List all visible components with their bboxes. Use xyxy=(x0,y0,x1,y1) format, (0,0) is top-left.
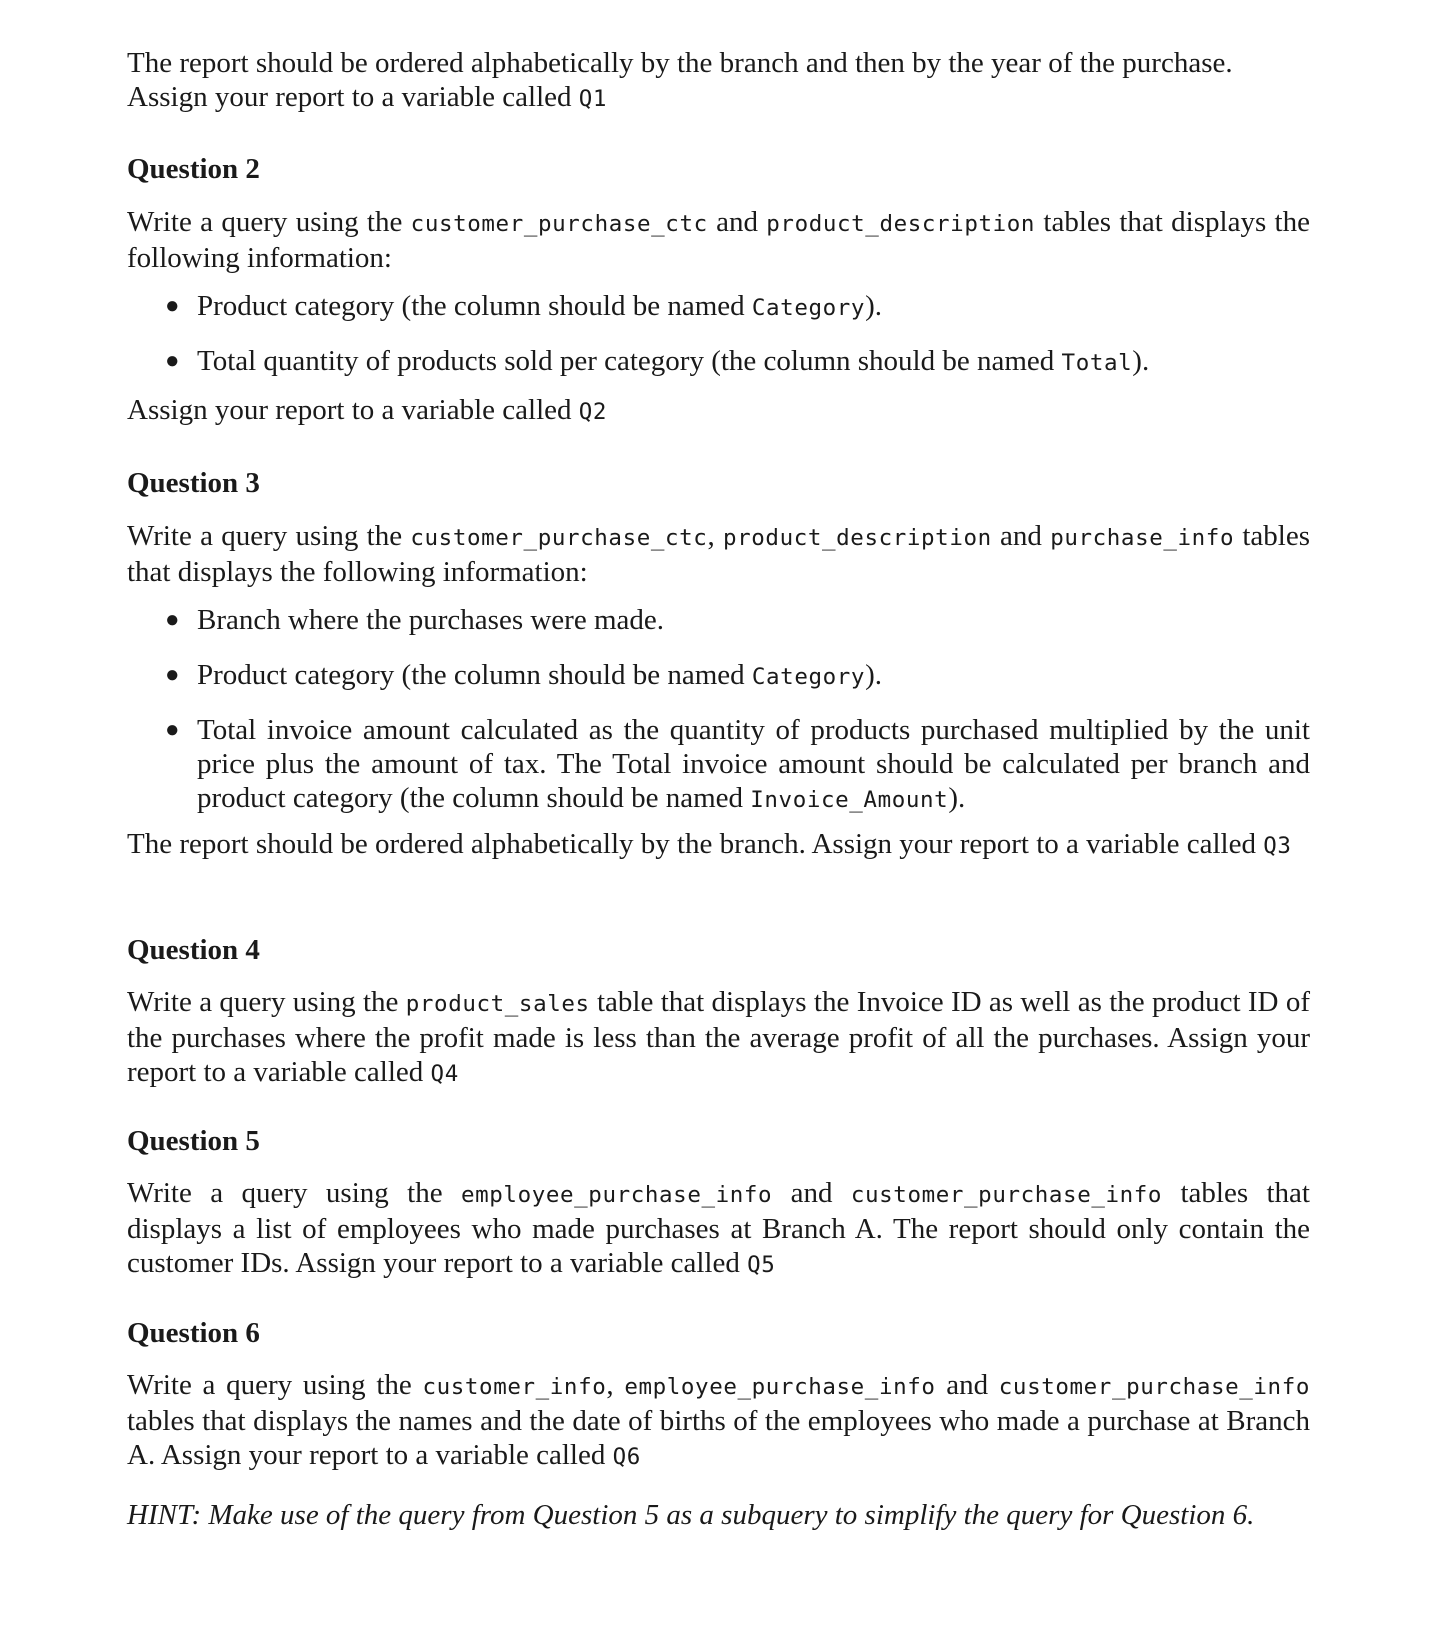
q6-table-2: employee_purchase_info xyxy=(624,1374,936,1400)
q4-text-1: Write a query using the xyxy=(127,986,406,1018)
bullet-text: Total invoice amount calculated as the quantity of products purchased multiplied by the unit price plus the amount of tax. The Total invoice amount should be calculated per branch and product category (the column should be named xyxy=(197,714,1310,814)
q3-text-2: , xyxy=(707,520,723,552)
q3-table-2: product_description xyxy=(722,525,992,551)
question-2-bullet-list xyxy=(127,289,1310,380)
q5-table-1: employee_purchase_info xyxy=(460,1182,773,1208)
question-5-heading: Question 5 xyxy=(127,1125,260,1157)
q5-text-2: and xyxy=(772,1177,851,1209)
bullet-text: Branch where the purchases were made. xyxy=(197,604,665,636)
q3-variable: Q3 xyxy=(1263,833,1292,859)
question-3-paragraph xyxy=(127,519,1310,589)
q3-text-1: Write a query using the xyxy=(127,520,411,552)
question-3-bullet-list xyxy=(127,603,1310,817)
q3-table-3: purchase_info xyxy=(1050,525,1235,551)
bullet-end: ). xyxy=(865,290,882,322)
list-item xyxy=(127,658,1310,694)
bullet-code: Category xyxy=(751,295,866,321)
list-item xyxy=(127,344,1310,380)
bullet-icon: ● xyxy=(165,607,180,633)
q2-table-2: product_description xyxy=(766,211,1036,237)
q3-table-1: customer_purchase_ctc xyxy=(410,525,708,551)
hint-text: HINT: Make use of the query from Question 5 as a subquery to simplify the query for Question 6. xyxy=(127,1499,1255,1531)
bullet-text: Total quantity of products sold per category (the column should be named xyxy=(197,345,1062,377)
bullet-icon: ● xyxy=(165,348,180,374)
q1-ordering-text: The report should be ordered alphabetically by the branch and then by the year of the purchase. xyxy=(127,47,1233,79)
question-2-assign xyxy=(127,393,1310,429)
q6-variable: Q6 xyxy=(612,1444,641,1470)
q6-text-3: and xyxy=(935,1369,999,1401)
q5-variable: Q5 xyxy=(747,1252,776,1278)
q2-text-1: Write a query using the xyxy=(127,206,411,238)
q5-text-1: Write a query using the xyxy=(127,1177,461,1209)
q4-text-2: table that displays the Invoice ID as well as the product ID of the purchases where the profit made is less than the average profit of all the purchases. Assign your report to a variable called xyxy=(127,986,1311,1088)
list-item xyxy=(127,713,1310,817)
bullet-code: Total xyxy=(1061,350,1133,376)
q3-closing-text: The report should be ordered alphabetically by the branch. Assign your report to a variable called xyxy=(127,828,1264,860)
q2-table-1: customer_purchase_ctc xyxy=(410,211,708,237)
q6-table-3: customer_purchase_info xyxy=(998,1374,1310,1400)
question-4-heading: Question 4 xyxy=(127,934,260,966)
q1-assign-text: Assign your report to a variable called xyxy=(127,81,579,113)
question-3-heading: Question 3 xyxy=(127,467,260,499)
q2-variable: Q2 xyxy=(578,399,608,425)
bullet-icon: ● xyxy=(165,662,180,688)
q4-variable: Q4 xyxy=(430,1061,459,1087)
q6-text-1: Write a query using the xyxy=(127,1369,423,1401)
q3-text-4: tables that displays the following information: xyxy=(127,520,1311,588)
q6-text-2: , xyxy=(606,1369,625,1401)
bullet-icon: ● xyxy=(165,717,180,743)
question-3-closing xyxy=(127,827,1310,863)
question-4-paragraph xyxy=(127,985,1310,1091)
q5-table-2: customer_purchase_info xyxy=(850,1182,1163,1208)
q2-assign-text: Assign your report to a variable called xyxy=(127,394,579,426)
q3-text-3: and xyxy=(991,520,1051,552)
q6-text-4: tables that displays the names and the date of births of the employees who made a purchase at Branch A. Assign your report to a variable called xyxy=(127,1405,1310,1471)
list-item xyxy=(127,289,1310,325)
q1-variable: Q1 xyxy=(578,86,608,112)
q1-closing-paragraph xyxy=(127,46,1310,116)
bullet-end: ). xyxy=(865,659,882,691)
q2-text-3: tables that displays the following information: xyxy=(127,206,1310,274)
bullet-end: ). xyxy=(948,782,966,814)
question-6-paragraph xyxy=(127,1368,1310,1474)
bullet-end: ). xyxy=(1132,345,1150,377)
question-5-paragraph xyxy=(127,1176,1310,1282)
bullet-text: Product category (the column should be named xyxy=(197,290,752,322)
bullet-code: Invoice_Amount xyxy=(750,787,949,813)
question-6-heading: Question 6 xyxy=(127,1317,260,1349)
list-item xyxy=(127,603,1310,639)
bullet-code: Category xyxy=(751,664,866,690)
question-2-heading: Question 2 xyxy=(127,153,260,185)
q5-text-3: tables that displays a list of employees who made purchases at Branch A. The report should only contain the customer IDs. Assign your report to a variable called xyxy=(127,1177,1310,1279)
question-2-paragraph xyxy=(127,205,1310,275)
q4-table-1: product_sales xyxy=(405,991,590,1017)
q2-text-2: and xyxy=(707,206,767,238)
bullet-icon: ● xyxy=(165,293,180,319)
bullet-text: Product category (the column should be named xyxy=(197,659,752,691)
q6-table-1: customer_info xyxy=(422,1374,607,1400)
